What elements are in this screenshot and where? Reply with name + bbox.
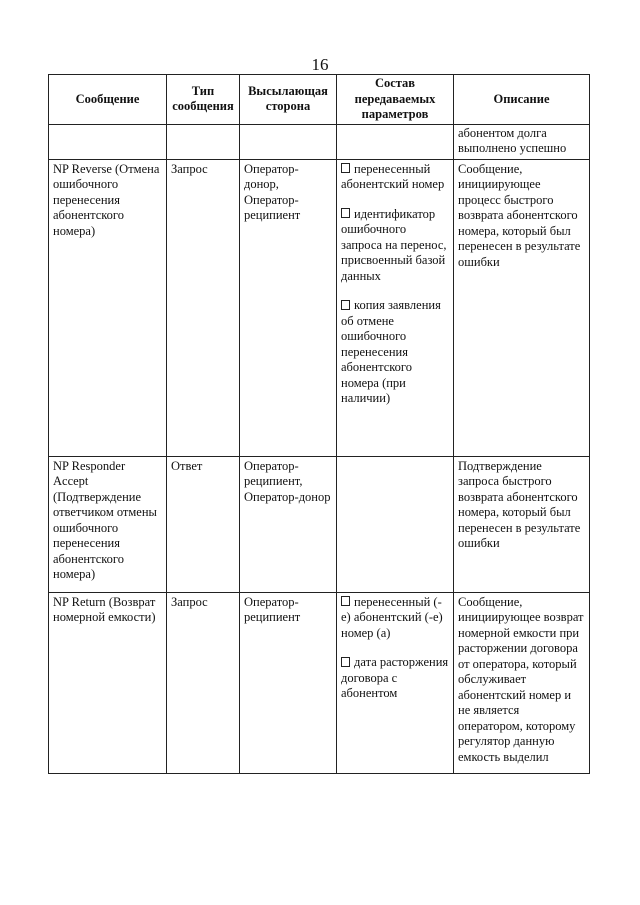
param-item xyxy=(341,162,449,193)
param-text: перенесенный (-е) абонентский (-е) номер (а) xyxy=(341,594,443,640)
cell-type xyxy=(167,124,240,159)
header-description: Описание xyxy=(454,75,590,125)
param-text: копия заявления об отмене ошибочного перенесения абонентского номера (при наличии) xyxy=(341,298,441,405)
cell-sender: Оператор-реципиент, Оператор-донор xyxy=(240,456,337,592)
checkbox-icon xyxy=(341,300,350,310)
header-sender: Высылающая сторона xyxy=(240,75,337,125)
cell-description: Сообщение, инициирующее процесс быстрого возврата абонентского номера, который был перенесен в результате ошибки xyxy=(454,159,590,456)
header-type: Тип сообщения xyxy=(167,75,240,125)
header-message: Сообщение xyxy=(49,75,167,125)
page-number: 16 xyxy=(311,55,329,74)
table-row xyxy=(49,159,590,456)
message-table xyxy=(48,74,590,774)
cell-sender: Оператор-донор, Оператор-реципиент xyxy=(240,159,337,456)
table-header-row xyxy=(49,75,590,125)
cell-sender: Оператор-реципиент xyxy=(240,592,337,773)
cell-message: NP Reverse (Отмена ошибочного перенесения абонентского номера) xyxy=(49,159,167,456)
checkbox-icon xyxy=(341,596,350,606)
param-text: дата расторжения договора с абонентом xyxy=(341,655,449,700)
cell-type: Запрос xyxy=(167,159,240,456)
table-row xyxy=(49,456,590,592)
param-item xyxy=(341,298,449,407)
header-params: Состав передаваемых параметров xyxy=(337,75,454,125)
cell-description: абонентом долга выполнено успешно xyxy=(454,124,590,159)
cell-type: Ответ xyxy=(167,456,240,592)
cell-params xyxy=(337,124,454,159)
param-item xyxy=(341,595,449,642)
cell-description: Сообщение, инициирующее возврат номерной емкости при расторжении договора от оператора, который обслуживает абонентский номер и не является оператором, которому регулятор данную емкость выделил xyxy=(454,592,590,773)
param-item xyxy=(341,655,449,702)
param-text: идентификатор ошибочного запроса на перенос, присвоенный базой данных xyxy=(341,206,447,283)
cell-params xyxy=(337,159,454,456)
cell-params xyxy=(337,456,454,592)
cell-sender xyxy=(240,124,337,159)
checkbox-icon xyxy=(341,208,350,218)
cell-params xyxy=(337,592,454,773)
checkbox-icon xyxy=(341,657,350,667)
table-row-continued xyxy=(49,124,590,159)
param-text: перенесенный абонентский номер xyxy=(341,161,445,191)
cell-message: NP Responder Accept (Подтверждение ответчиком отмены ошибочного перенесения абонентского номера) xyxy=(49,456,167,592)
table-row xyxy=(49,592,590,773)
cell-message xyxy=(49,124,167,159)
param-item xyxy=(341,207,449,285)
cell-message: NP Return (Возврат номерной емкости) xyxy=(49,592,167,773)
cell-description: Подтверждение запроса быстрого возврата абонентского номера, который был перенесен в результате ошибки xyxy=(454,456,590,592)
cell-type: Запрос xyxy=(167,592,240,773)
checkbox-icon xyxy=(341,163,350,173)
